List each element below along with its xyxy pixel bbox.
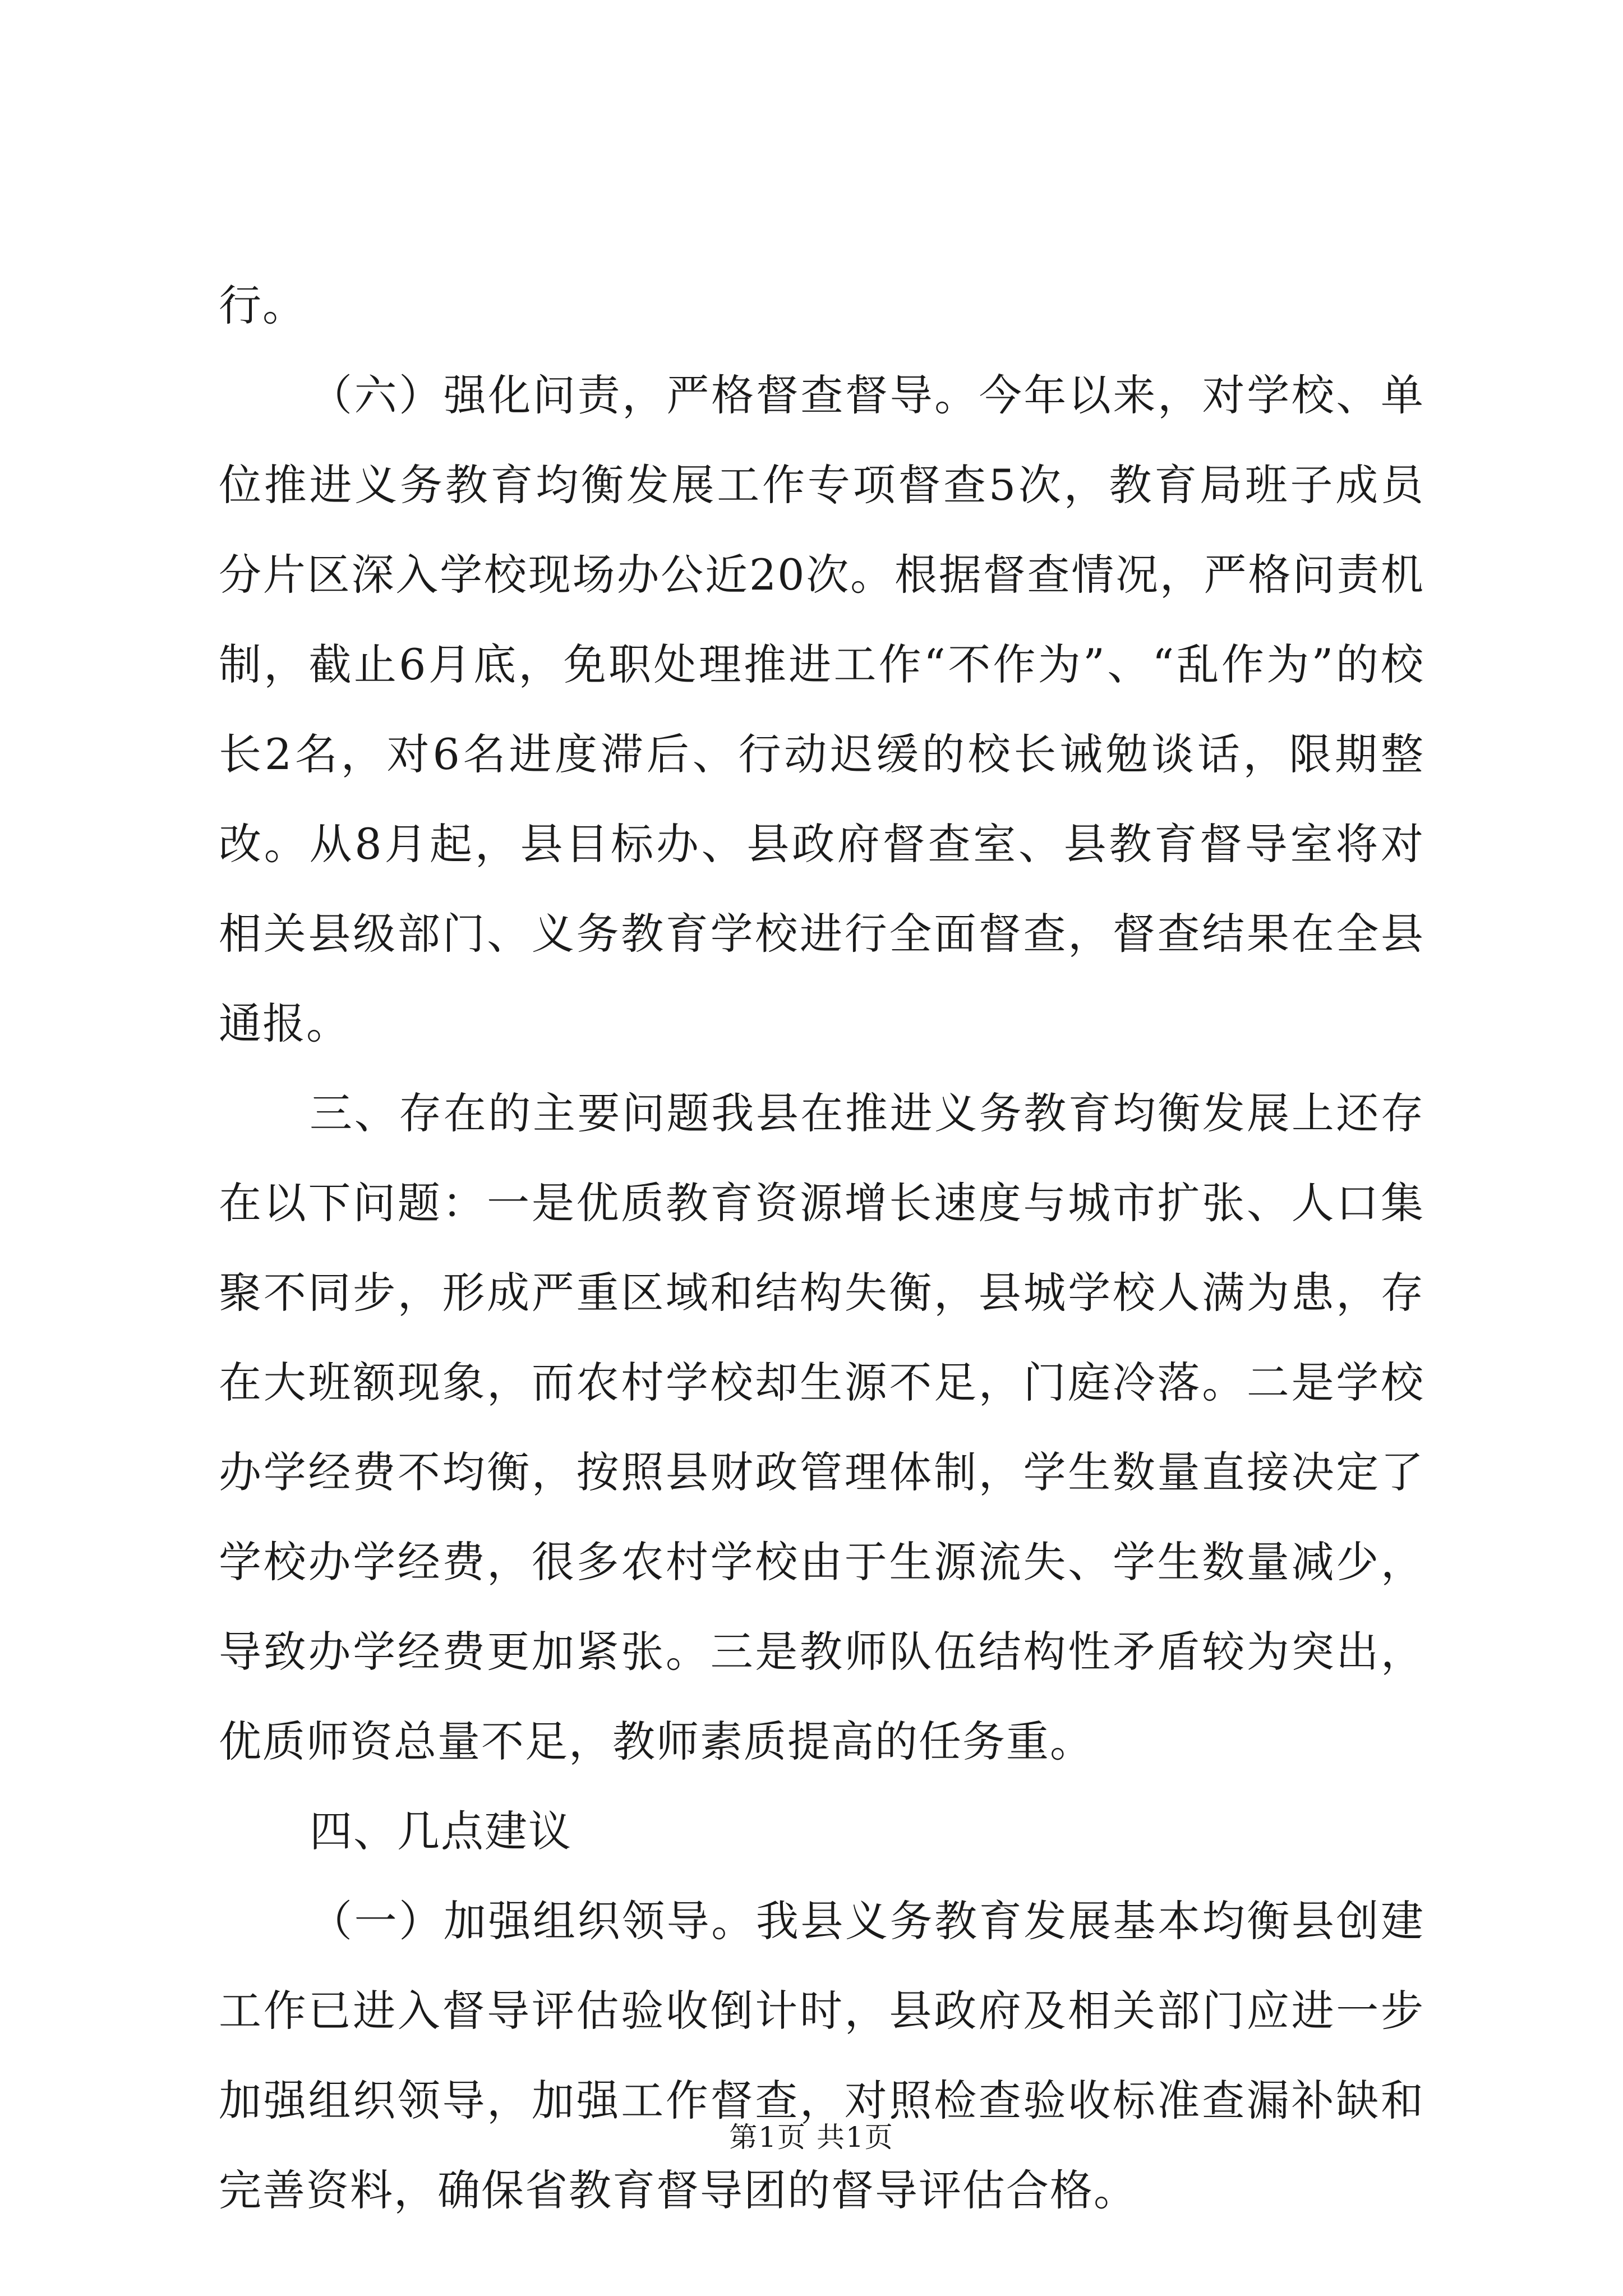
paragraph-continuation: 行。 (219, 280, 306, 330)
paragraph-main-problems: 三、存在的主要问题我县在推进义务教育均衡发展上还存在以下问题：一是优质教育资源增长速度与城市扩张、人口集聚不同步，形成严重区域和结构失衡，县城学校人满为患，存在大班额现象，而农村学校却生源不足，门庭冷落。二是学校办学经费不均衡，按照县财政管理体制，学生数量直接决定了学校办学经费，很多农村学校由于生源流失、学生数量减少，导致办学经费更加紧张。三是教师队伍结构性矛盾较为突出，优质师资总量不足，教师素质提高的任务重。 (219, 1088, 1424, 1766)
paragraph-accountability: （六）强化问责，严格督查督导。今年以来，对学校、单位推进义务教育均衡发展工作专项督查5次，教育局班子成员分片区深入学校现场办公近20次。根据督查情况，严格问责机制，截止6月底，免职处理推进工作“不作为”、“乱作为”的校长2名，对6名进度滞后、行动迟缓的校长诫勉谈话，限期整改。从8月起，县目标办、县政府督查室、县教育督导室将对相关县级部门、义务教育学校进行全面督查，督查结果在全县通报。 (219, 370, 1424, 1048)
section-heading-suggestions: 四、几点建议 (310, 1806, 572, 1856)
page-footer: 第1页 共1页 (729, 2121, 894, 2154)
document-body (219, 261, 1424, 2235)
paragraph-organization-leadership: （一）加强组织领导。我县义务教育发展基本均衡县创建工作已进入督导评估验收倒计时，县政府及相关部门应进一步加强组织领导，加强工作督查，对照检查验收标准查漏补缺和完善资料，确保省教育督导团的督导评估合格。 (219, 1896, 1424, 2215)
